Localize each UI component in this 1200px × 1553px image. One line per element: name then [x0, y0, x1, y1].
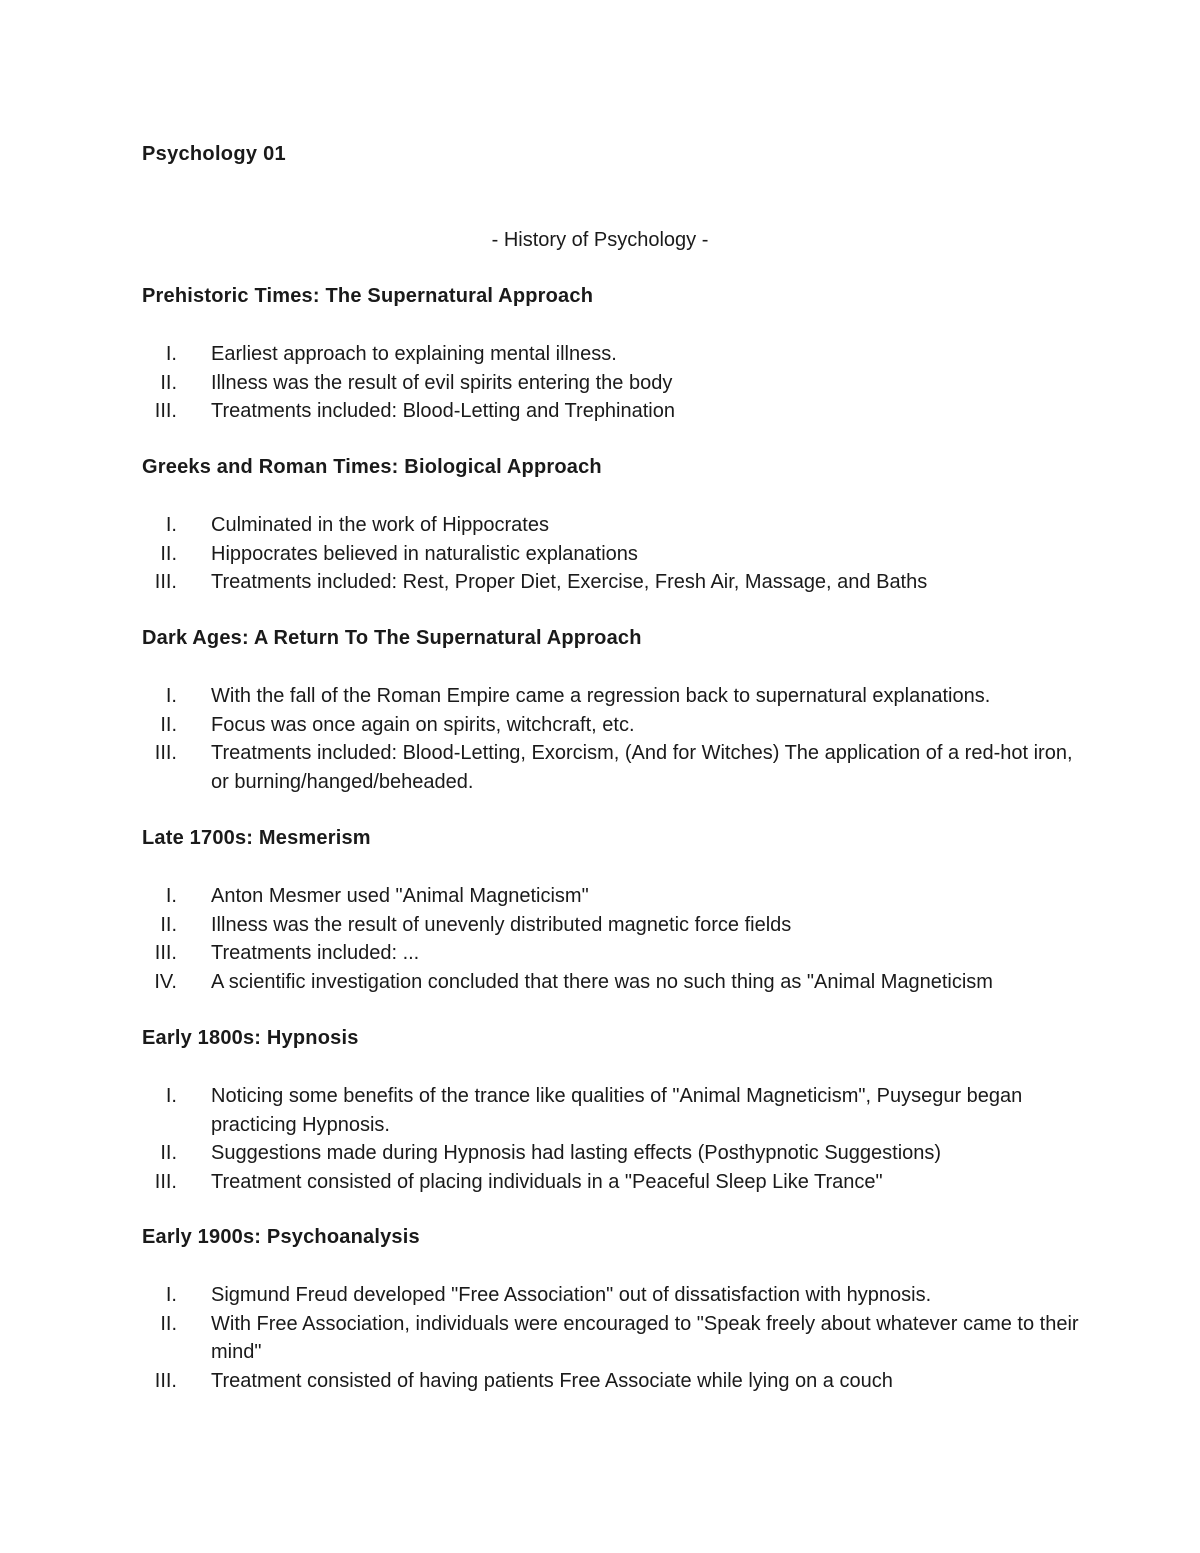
list-item	[142, 711, 1082, 740]
section-heading: Greeks and Roman Times: Biological Approach	[142, 456, 602, 478]
list-item	[142, 739, 1082, 796]
list-item-text: Earliest approach to explaining mental illness.	[211, 343, 617, 365]
list-numeral: III.	[154, 742, 177, 765]
list-item	[142, 1139, 1082, 1168]
section-dark-ages	[142, 626, 1082, 796]
list-numeral: II.	[160, 1312, 177, 1335]
numbered-list	[142, 511, 1082, 597]
list-item	[142, 340, 1082, 369]
list-numeral: II.	[160, 371, 177, 394]
list-item	[142, 568, 1082, 597]
list-item-text: With the fall of the Roman Empire came a regression back to supernatural explanations.	[211, 685, 991, 707]
list-item-text: A scientific investigation concluded that there was no such thing as "Animal Magneticism	[211, 970, 993, 993]
numbered-list	[142, 1082, 1082, 1196]
list-numeral: III.	[154, 942, 177, 965]
list-item-text: Illness was the result of unevenly distributed magnetic force fields	[211, 913, 792, 936]
list-item-text: Focus was once again on spirits, witchcraft, etc.	[211, 713, 635, 736]
list-item-text: Treatment consisted of having patients Free Associate while lying on a couch	[211, 1369, 893, 1392]
list-numeral: II.	[160, 713, 177, 736]
list-item	[142, 1082, 1082, 1139]
list-item-text: Suggestions made during Hypnosis had lasting effects (Posthypnotic Suggestions)	[211, 1142, 942, 1165]
list-item	[142, 369, 1082, 398]
list-numeral: I.	[165, 885, 177, 907]
numbered-list	[142, 882, 1082, 996]
list-item	[142, 1168, 1082, 1197]
list-numeral: III.	[154, 1369, 177, 1392]
numbered-list	[142, 682, 1082, 796]
list-item-text: Treatment consisted of placing individuals in a "Peaceful Sleep Like Trance"	[211, 1170, 883, 1193]
section-heading: Prehistoric Times: The Supernatural Approach	[142, 285, 594, 307]
list-item	[142, 1281, 1082, 1310]
list-numeral: III.	[154, 571, 177, 594]
list-numeral: I.	[165, 1284, 177, 1306]
section-greeks-romans	[142, 455, 1082, 597]
list-item-text: Treatments included: Blood-Letting, Exorcism, (And for Witches) The application of a red-hot iron, or burning/hanged/beheaded.	[211, 742, 1073, 793]
list-item-text: Noticing some benefits of the trance like qualities of "Animal Magneticism", Puysegur began practicing Hypnosis.	[211, 1085, 1023, 1136]
list-numeral: I.	[165, 1085, 177, 1107]
list-item	[142, 540, 1082, 569]
list-item	[142, 968, 1082, 997]
section-heading: Early 1800s: Hypnosis	[142, 1027, 359, 1049]
list-item-text: Anton Mesmer used "Animal Magneticism"	[211, 885, 589, 907]
numbered-list	[142, 1281, 1082, 1395]
list-item	[142, 1367, 1082, 1396]
numbered-list	[142, 340, 1082, 426]
section-prehistoric	[142, 284, 1082, 426]
list-numeral: III.	[154, 1170, 177, 1193]
list-item	[142, 1310, 1082, 1367]
document-subtitle: - History of Psychology -	[491, 229, 709, 251]
list-numeral: II.	[160, 1142, 177, 1165]
list-item-text: Illness was the result of evil spirits entering the body	[211, 371, 673, 394]
list-item	[142, 682, 1082, 711]
list-item	[142, 511, 1082, 540]
list-item-text: Hippocrates believed in naturalistic explanations	[211, 542, 638, 565]
list-item-text: Sigmund Freud developed "Free Association" out of dissatisfaction with hypnosis.	[211, 1284, 932, 1306]
list-numeral: II.	[160, 913, 177, 936]
list-numeral: III.	[154, 400, 177, 423]
list-numeral: I.	[165, 514, 177, 536]
list-item-text: Culminated in the work of Hippocrates	[211, 514, 549, 536]
list-item	[142, 939, 1082, 968]
list-numeral: IV.	[154, 970, 177, 993]
list-item-text: Treatments included: Rest, Proper Diet, Exercise, Fresh Air, Massage, and Baths	[211, 571, 928, 594]
list-numeral: I.	[165, 685, 177, 707]
list-item	[142, 882, 1082, 911]
section-psychoanalysis	[142, 1225, 1082, 1395]
list-numeral: II.	[160, 542, 177, 565]
list-item	[142, 911, 1082, 940]
list-item	[142, 397, 1082, 426]
section-heading: Dark Ages: A Return To The Supernatural Approach	[142, 627, 642, 649]
section-heading: Early 1900s: Psychoanalysis	[142, 1226, 420, 1248]
section-hypnosis	[142, 1026, 1082, 1196]
section-mesmerism	[142, 826, 1082, 996]
list-item-text: Treatments included: ...	[211, 942, 420, 965]
section-heading: Late 1700s: Mesmerism	[142, 827, 371, 849]
list-item-text: With Free Association, individuals were encouraged to "Speak freely about whatever came to their mind"	[211, 1312, 1079, 1364]
list-numeral: I.	[165, 343, 177, 365]
list-item-text: Treatments included: Blood-Letting and Trephination	[211, 400, 675, 423]
document-title: Psychology 01	[142, 143, 286, 165]
